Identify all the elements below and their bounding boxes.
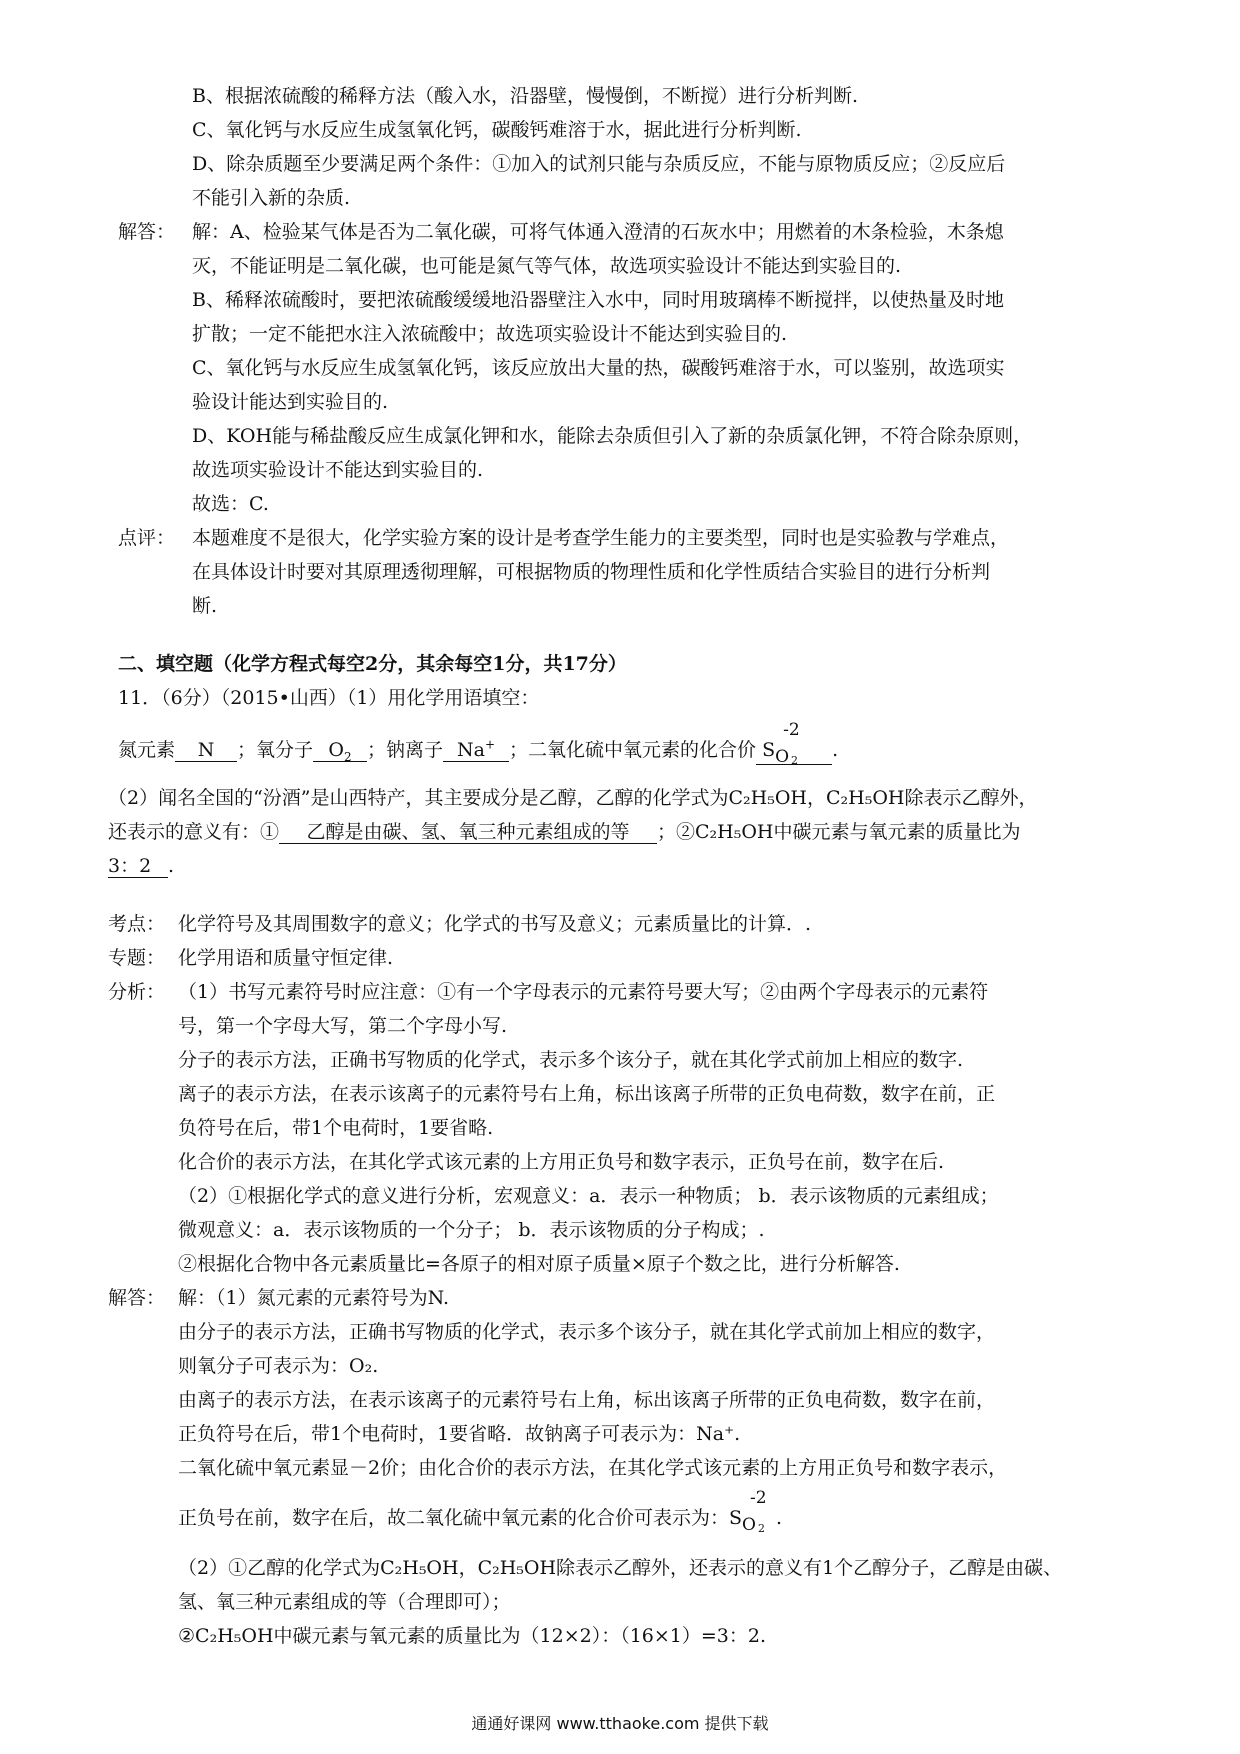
question-11-stem: 11．（6分）（2015•山西）（1）用化学用语填空： (118, 687, 540, 709)
answer-nitrogen: N (197, 739, 215, 761)
comment-line2: 在具体设计时要对其原理透彻理解，可根据物质的物理性质和化学性质结合实验目的进行分析判 (192, 561, 991, 583)
jieda-line7-text: 正负号在前，数字在后，故二氧化硫中氧元素的化合价可表示为： (178, 1507, 730, 1529)
section-heading: 二、填空题（化学方程式每空2分，其余每空1分，共17分） (118, 653, 627, 675)
analysis-b: B、根据浓硫酸的稀释方法（酸入水，沿器壁，慢慢倒，不断搅）进行分析判断. (192, 85, 859, 107)
answer-d-line1: D、KOH能与稀盐酸反应生成氯化钾和水，能除去杂质但引入了新的杂质氯化钾，不符合除杂原则， (192, 425, 1033, 447)
jieda-line8: （2）①乙醇的化学式为C₂H₅OH，C₂H₅OH除表示乙醇外，还表示的意义有1个乙醇分子，乙醇是由碳、 (178, 1557, 1063, 1579)
fenxi-line2: 号，第一个字母大写，第二个字母小写. (178, 1015, 508, 1037)
jieda-label: 解答： (108, 1287, 166, 1309)
valence-top: -2 (783, 720, 800, 740)
jieda-valence-oxygen (742, 1488, 776, 1535)
zhuanti-text: 化学用语和质量守恒定律. (178, 947, 394, 969)
fenxi-line8: 微观意义：a．表示该物质的一个分子； b．表示该物质的分子构成；. (178, 1219, 765, 1241)
jieda-line7 (178, 1488, 783, 1535)
question-11-part2-line2 (108, 820, 1021, 844)
q11-p2-end: . (168, 855, 175, 877)
jieda-valence-sub: 2 (757, 1522, 765, 1535)
answer-label: 解答： (118, 221, 176, 243)
q11-p2-text-b: ；②C₂H₅OH中碳元素与氧元素的质量比为 (657, 821, 1021, 843)
answer-d-line2: 故选项实验设计不能达到实验目的. (192, 459, 484, 481)
jieda-line1: 解：（1）氮元素的元素符号为N. (178, 1287, 450, 1309)
answer-blank-sodium (443, 739, 509, 762)
analysis-d-line2: 不能引入新的杂质. (192, 187, 351, 209)
jieda-line6: 二氧化硫中氧元素显－2价；由化合价的表示方法，在其化学式该元素的上方用正负号和数字表示， (178, 1457, 1008, 1479)
answer-blank-ratio (108, 855, 168, 878)
q11-text-a: 氮元素 (118, 739, 176, 761)
fenxi-line5: 负符号在后，带1个电荷时，1要省略. (178, 1117, 494, 1139)
answer-choice: 故选：C. (192, 493, 269, 515)
jieda-line4: 由离子的表示方法，在表示该离子的元素符号右上角，标出该离子所带的正负电荷数，数字在前， (178, 1389, 996, 1411)
kaodian-text: 化学符号及其周围数字的意义；化学式的书写及意义；元素质量比的计算．. (178, 913, 812, 935)
q11-p2-text-a: 还表示的意义有：① (108, 821, 280, 843)
jieda-line10: ②C₂H₅OH中碳元素与氧元素的质量比为（12×2）：（16×1）=3：2. (178, 1625, 767, 1647)
answer-oxygen: O (328, 739, 344, 761)
q11-text-b: ；氧分子 (237, 739, 314, 761)
jieda-valence-top: -2 (750, 1488, 767, 1508)
fenxi-line9: ②根据化合物中各元素质量比=各原子的相对原子质量×原子个数之比，进行分析解答. (178, 1253, 900, 1275)
q11-text-d: ；二氧化硫中氧元素的化合价 (509, 739, 757, 761)
question-11-part2-line3 (108, 854, 174, 878)
page-footer: 通通好课网 www.tthaoke.com 提供下载 (471, 1714, 769, 1733)
valence-sub: 2 (791, 754, 799, 767)
fenxi-line3: 分子的表示方法，正确书写物质的化学式，表示多个该分子，就在其化学式前加上相应的数字. (178, 1049, 964, 1071)
zhuanti-label: 专题： (108, 947, 166, 969)
answer-sodium-sup: + (484, 737, 496, 752)
fenxi-line1: （1）书写元素符号时应注意：①有一个字母表示的元素符号要大写；②由两个字母表示的元素符 (178, 981, 989, 1003)
answer-a-line2: 灭，不能证明是二氧化碳，也可能是氮气等气体，故选项实验设计不能达到实验目的. (192, 255, 902, 277)
fenxi-label: 分析： (108, 981, 166, 1003)
answer-b-line1: B、稀释浓硫酸时，要把浓硫酸缓缓地沿器壁注入水中，同时用玻璃棒不断搅拌，以使热量及时地 (192, 289, 1004, 311)
answer-ratio: 3：2 (108, 855, 152, 877)
answer-blank-nitrogen (175, 739, 237, 762)
jieda-line5: 正负符号在后，带1个电荷时，1要省略．故钠离子可表示为：Na⁺. (178, 1423, 741, 1445)
comment-line1: 本题难度不是很大，化学实验方案的设计是考查学生能力的主要类型，同时也是实验教与学难点， (192, 527, 1010, 549)
analysis-c: C、氧化钙与水反应生成氢氧化钙，碳酸钙难溶于水，据此进行分析判断. (192, 119, 802, 141)
q11-part1-end: . (832, 739, 839, 761)
comment-label: 点评： (118, 527, 176, 549)
answer-a-line1: 解：A、检验某气体是否为二氧化碳，可将气体通入澄清的石灰水中；用燃着的木条检验，木条熄 (192, 221, 1004, 243)
analysis-d-line1: D、除杂质题至少要满足两个条件：①加入的试剂只能与杂质反应，不能与原物质反应；②反应后 (192, 153, 1006, 175)
jieda-line2: 由分子的表示方法，正确书写物质的化学式，表示多个该分子，就在其化学式前加上相应的数字， (178, 1321, 996, 1343)
q11-text-c: ；钠离子 (367, 739, 444, 761)
valence-s: S (762, 739, 776, 761)
jieda-line7-end: . (776, 1507, 783, 1529)
valence-o: O (775, 747, 790, 767)
question-11-part2-line1: （2）闻名全国的“汾酒”是山西特产，其主要成分是乙醇，乙醇的化学式为C₂H₅OH，C₂H₅OH除表示乙醇外， (108, 787, 1038, 809)
fenxi-line7: （2）①根据化学式的意义进行分析，宏观意义：a．表示一种物质； b．表示该物质的元素组成； (178, 1185, 999, 1207)
kaodian-label: 考点： (108, 913, 166, 935)
valence-oxygen (775, 720, 809, 767)
jieda-line9: 氢、氧三种元素组成的等（合理即可）； (178, 1591, 511, 1613)
answer-blank-valence (756, 720, 832, 767)
fenxi-line4: 离子的表示方法，在表示该离子的元素符号右上角，标出该离子所带的正负电荷数，数字在前，正 (178, 1083, 996, 1105)
answer-oxygen-sub: 2 (344, 749, 352, 764)
answer-meaning: 乙醇是由碳、氢、氧三种元素组成的等 (306, 821, 630, 843)
answer-c-line2: 验设计能达到实验目的. (192, 391, 389, 413)
answer-c-line1: C、氧化钙与水反应生成氢氧化钙，该反应放出大量的热，碳酸钙难溶于水，可以鉴别，故选项实 (192, 357, 1005, 379)
fenxi-line6: 化合价的表示方法，在其化学式该元素的上方用正负号和数字表示，正负号在前，数字在后. (178, 1151, 945, 1173)
jieda-valence-s: S (729, 1507, 743, 1529)
jieda-valence-o: O (742, 1515, 756, 1535)
question-11-part1 (118, 720, 839, 767)
answer-blank-oxygen (313, 739, 367, 762)
answer-sodium: Na (457, 739, 485, 761)
answer-blank-meaning (279, 821, 657, 844)
jieda-line3: 则氧分子可表示为：O₂. (178, 1355, 379, 1377)
answer-b-line2: 扩散；一定不能把水注入浓硫酸中；故选项实验设计不能达到实验目的. (192, 323, 788, 345)
comment-line3: 断. (192, 595, 218, 617)
